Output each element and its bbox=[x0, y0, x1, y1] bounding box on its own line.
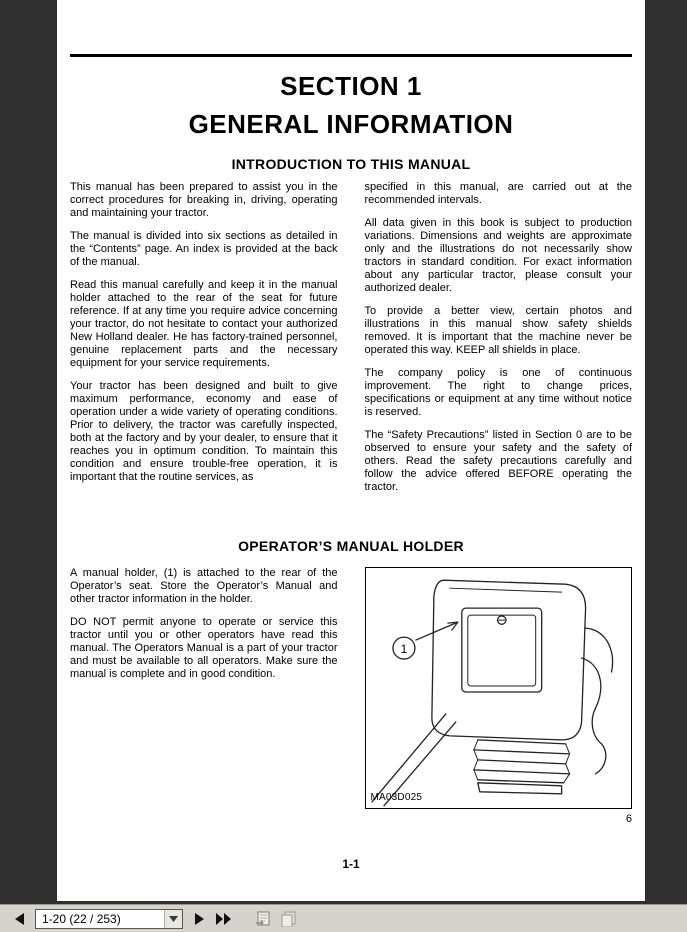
paragraph: Your tractor has been designed and built to give maximum performance, economy and ease of operation under a wide variety of operating conditions. Prior to delivery, the tractor was carefully inspected, both at the factory and by your dealer, to ensure that it reaches you in optimum condition. To maintain this condition and ensure trouble-free operation, it is important that the routine services, as bbox=[70, 380, 338, 483]
manual-holder-figure bbox=[365, 567, 633, 809]
next-page-icon bbox=[193, 912, 206, 926]
paragraph: The manual is divided into six sections as detailed in the “Contents” page. An index is provided at the back of the manual. bbox=[70, 230, 338, 268]
fast-forward-button[interactable] bbox=[215, 910, 233, 928]
document-page bbox=[57, 0, 645, 901]
intro-left-column bbox=[70, 181, 338, 504]
paragraph: Read this manual carefully and keep it in the manual holder attached to the rear of the seat for future reference. If at any time you require advice concerning your tractor, do not hesitate to contact your authorized New Holland dealer. He has factory-trained personnel, genuine replacement parts and the necessary equipment for your service requirements. bbox=[70, 279, 338, 369]
top-rule bbox=[70, 54, 632, 57]
page-range-select[interactable] bbox=[35, 909, 183, 929]
figure-code: MA03D025 bbox=[370, 792, 423, 803]
page-number: 1-1 bbox=[342, 857, 360, 871]
intro-right-column bbox=[365, 181, 633, 504]
page-stack-icon bbox=[280, 910, 298, 927]
section-title bbox=[70, 67, 632, 143]
figure-callout-1: 1 bbox=[400, 642, 407, 657]
next-page-button[interactable] bbox=[190, 910, 208, 928]
section-title-line2: GENERAL INFORMATION bbox=[188, 109, 514, 139]
intro-heading: INTRODUCTION TO THIS MANUAL bbox=[231, 156, 471, 172]
paragraph: To provide a better view, certain photos and illustrations in this manual show safety shields removed. It is important that the machine never be operated this way. KEEP all shields in place. bbox=[364, 305, 632, 356]
holder-columns bbox=[70, 567, 632, 826]
page-with-arrow-icon bbox=[255, 910, 273, 927]
previous-page-icon bbox=[13, 912, 26, 926]
page-stack-button[interactable] bbox=[280, 910, 298, 928]
figure-page-ref: 6 bbox=[625, 813, 632, 825]
paragraph: The company policy is one of continuous improvement. The right to change prices, specifications or equipment at any time without notice is reserved. bbox=[364, 367, 632, 418]
double-arrow-right-icon bbox=[215, 912, 233, 926]
viewer-toolbar bbox=[0, 904, 687, 932]
seat-illustration bbox=[366, 568, 632, 808]
paragraph: The “Safety Precautions” listed in Section 0 are to be observed to ensure your safety and the safety of others. Read the safety precautions carefully and follow the advice offered BEFORE operating the tractor. bbox=[364, 429, 632, 493]
holder-figure-column bbox=[365, 567, 633, 826]
page-with-arrow-button[interactable] bbox=[255, 910, 273, 928]
section-title-line1: SECTION 1 bbox=[280, 71, 422, 101]
paragraph: All data given in this book is subject to production variations. Dimensions and weights are approximate only and the illustrations do not necessarily show tractors in standard condition. For exact information about any particular tractor, please consult your authorized dealer. bbox=[364, 217, 632, 294]
holder-heading: OPERATOR’S MANUAL HOLDER bbox=[238, 538, 464, 554]
previous-page-button[interactable] bbox=[10, 910, 28, 928]
paragraph: DO NOT permit anyone to operate or service this tractor until you or other operators have read this manual. The Operators Manual is a part of your tractor and must be available to all operators. Make sure the manual is complete and in good condition. bbox=[70, 616, 338, 680]
chevron-down-icon bbox=[164, 910, 182, 928]
holder-left-column bbox=[70, 567, 338, 826]
intro-columns bbox=[70, 181, 632, 504]
paragraph: A manual holder, (1) is attached to the rear of the Operator’s seat. Store the Operator’s Manual and other tractor information in the holder. bbox=[70, 567, 338, 605]
paragraph: This manual has been prepared to assist you in the correct procedures for breaking in, driving, operating and maintaining your tractor. bbox=[70, 181, 338, 219]
paragraph: specified in this manual, are carried out at the recommended intervals. bbox=[364, 181, 632, 206]
page-range-value: 1-20 (22 / 253) bbox=[42, 911, 121, 926]
